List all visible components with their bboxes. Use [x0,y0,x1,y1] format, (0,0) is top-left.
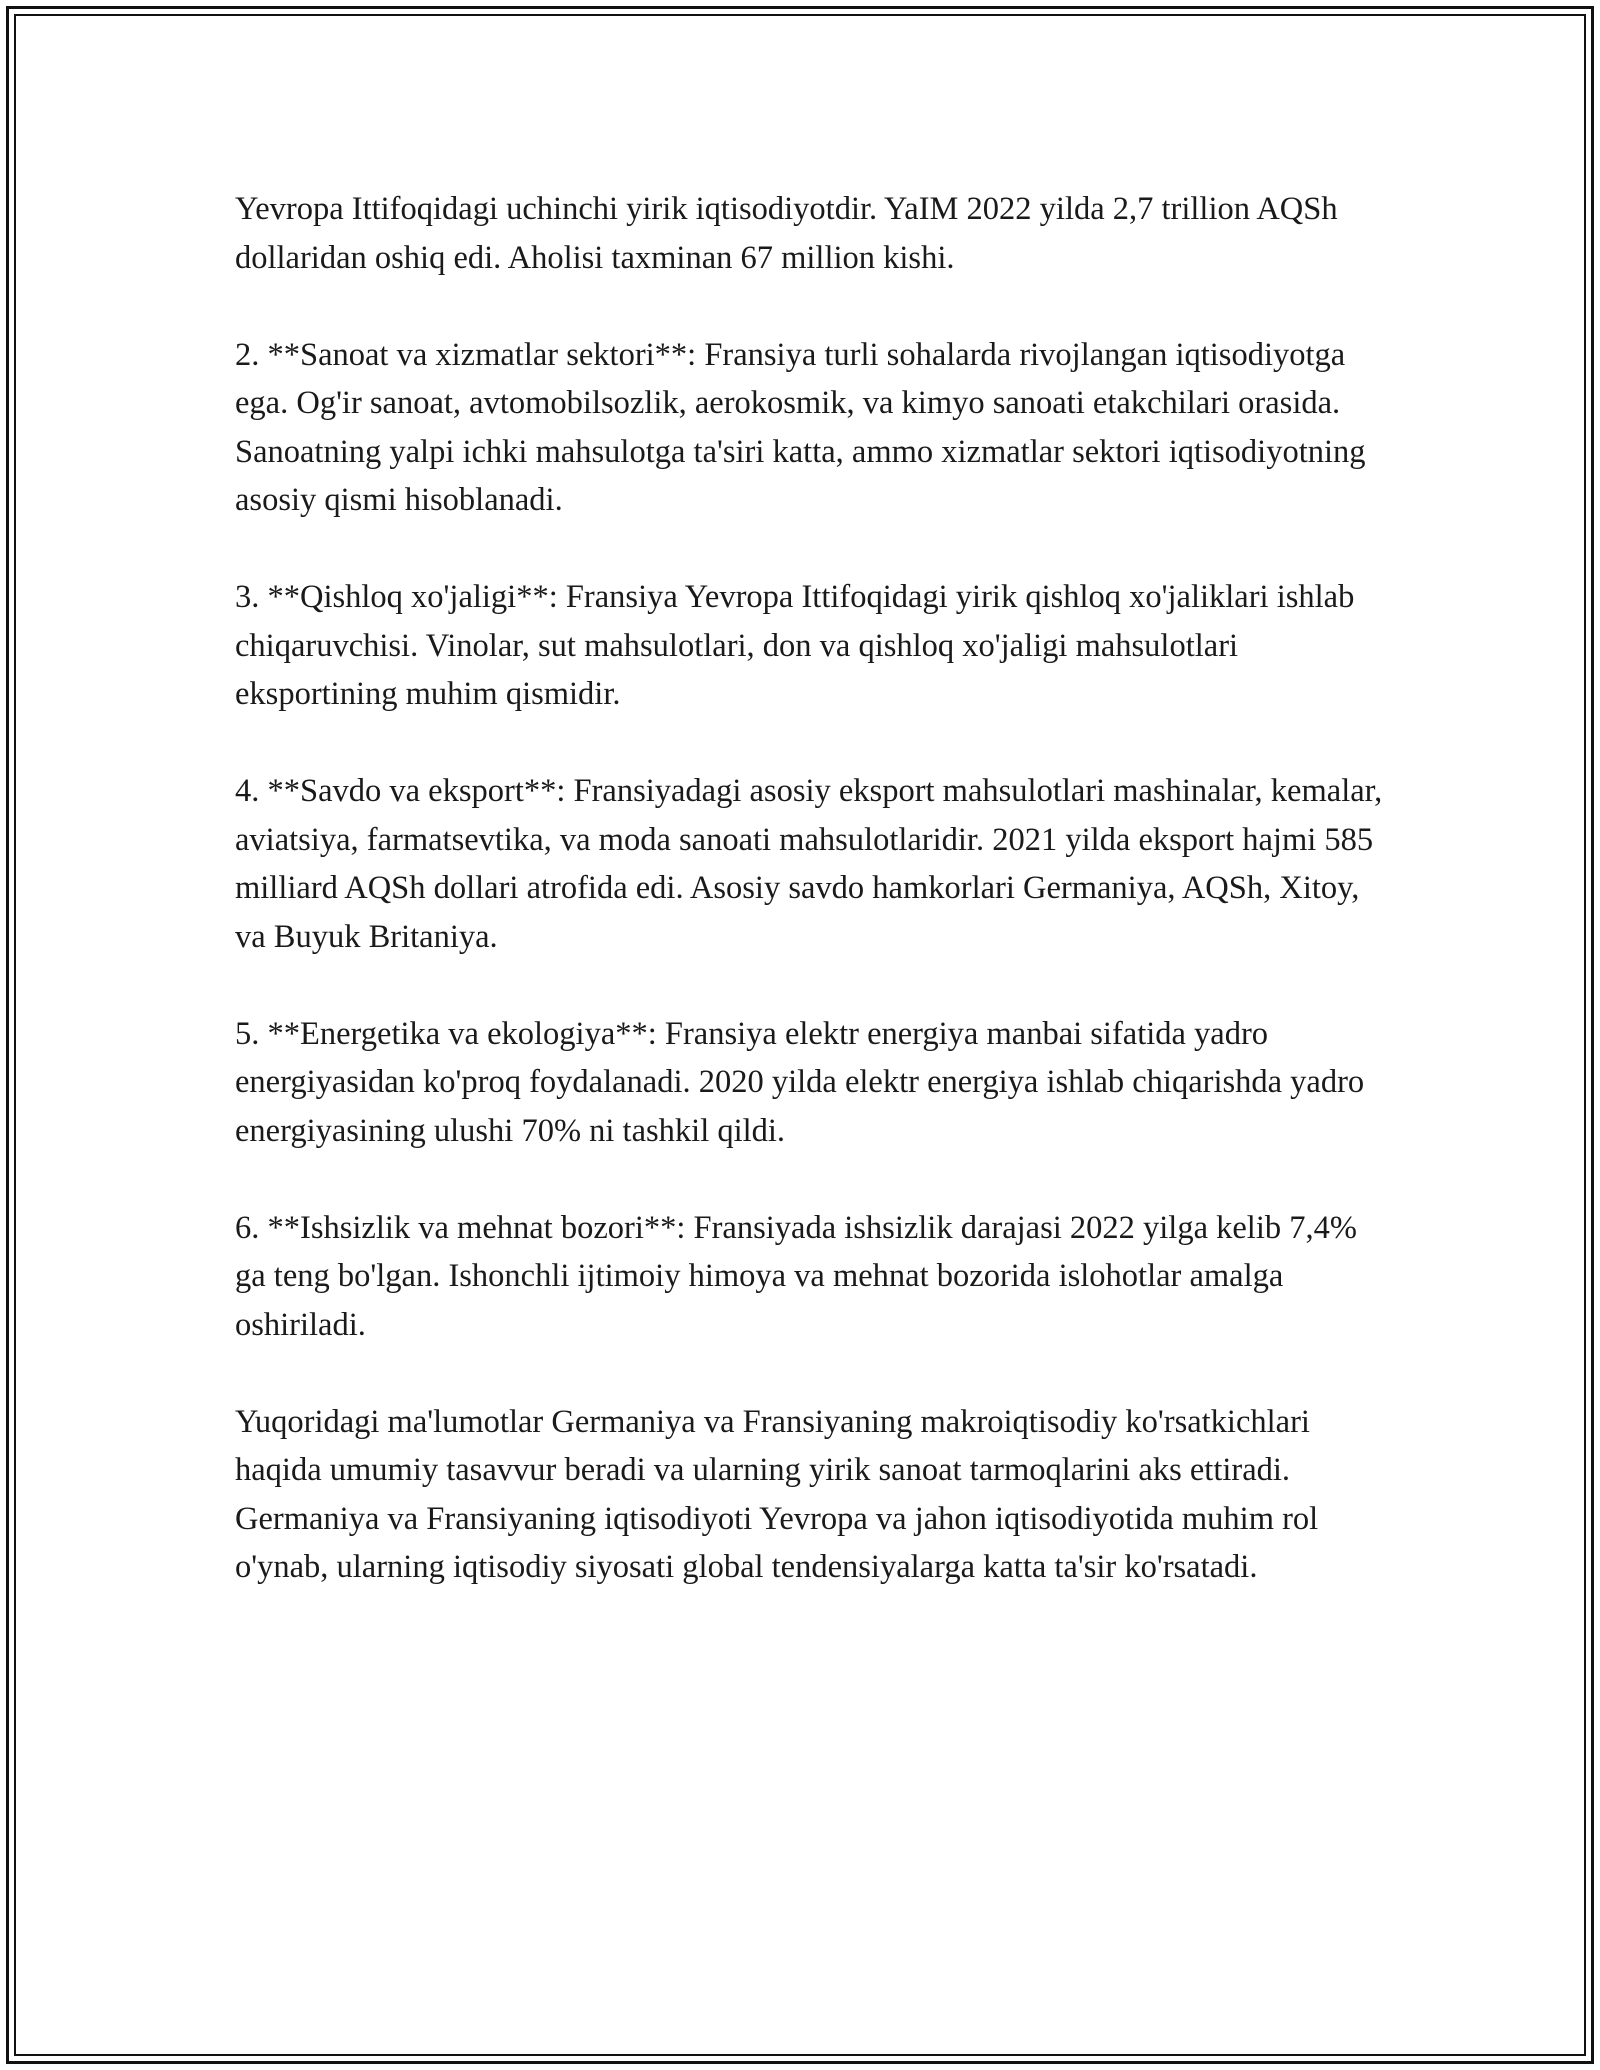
paragraph-energy-ecology: 5. **Energetika va ekologiya**: Fransiya elektr energiya manbai sifatida yadro energiyasidan ko'proq foydalanadi. 2020 yilda elektr energiya ishlab chiqarishda yadro energiyasining ulushi 70% ni tashkil qildi. [235,1015,1365,1149]
paragraph-intro: Yevropa Ittifoqidagi uchinchi yirik iqtisodiyotdir. YaIM 2022 yilda 2,7 trillion AQSh dollaridan oshiq edi. Aholisi taxminan 67 million kishi. [235,191,1338,276]
paragraph-conclusion: Yuqoridagi ma'lumotlar Germaniya va Fransiyaning makroiqtisodiy ko'rsatkichlari haqida umumiy tasavvur beradi va ularning yirik sanoat tarmoqlarini aks ettiradi. Germaniya va Fransiyaning iqtisodiyoti Yevropa va jahon iqtisodiyotida muhim rol o'ynab, ularning iqtisodiy siyosati global tendensiyalarga katta ta'sir ko'rsatadi. [235,1403,1319,1585]
paragraph-unemployment-labor: 6. **Ishsizlik va mehnat bozori**: Fransiyada ishsizlik darajasi 2022 yilga kelib 7,4% ga teng bo'lgan. Ishonchli ijtimoiy himoya va mehnat bozorida islohotlar amalga oshiriladi. [235,1209,1357,1343]
document-body [235,185,1385,1592]
paragraph-industry-services: 2. **Sanoat va xizmatlar sektori**: Fransiya turli sohalarda rivojlangan iqtisodiyotga ega. Og'ir sanoat, avtomobilsozlik, aerokosmik, va kimyo sanoati etakchilari orasida. Sanoatning yalpi ichki mahsulotga ta'siri katta, ammo xizmatlar sektori iqtisodiyotning asosiy qismi hisoblanadi. [235,336,1366,518]
paragraph-trade-export: 4. **Savdo va eksport**: Fransiyadagi asosiy eksport mahsulotlari mashinalar, kemalar, aviatsiya, farmatsevtika, va moda sanoati mahsulotlaridir. 2021 yilda eksport hajmi 585 milliard AQSh dollari atrofida edi. Asosiy savdo hamkorlari Germaniya, AQSh, Xitoy, va Buyuk Britaniya. [235,773,1383,955]
paragraph-agriculture: 3. **Qishloq xo'jaligi**: Fransiya Yevropa Ittifoqidagi yirik qishloq xo'jaliklari ishlab chiqaruvchisi. Vinolar, sut mahsulotlari, don va qishloq xo'jaligi mahsulotlari eksportining muhim qismidir. [235,579,1355,712]
